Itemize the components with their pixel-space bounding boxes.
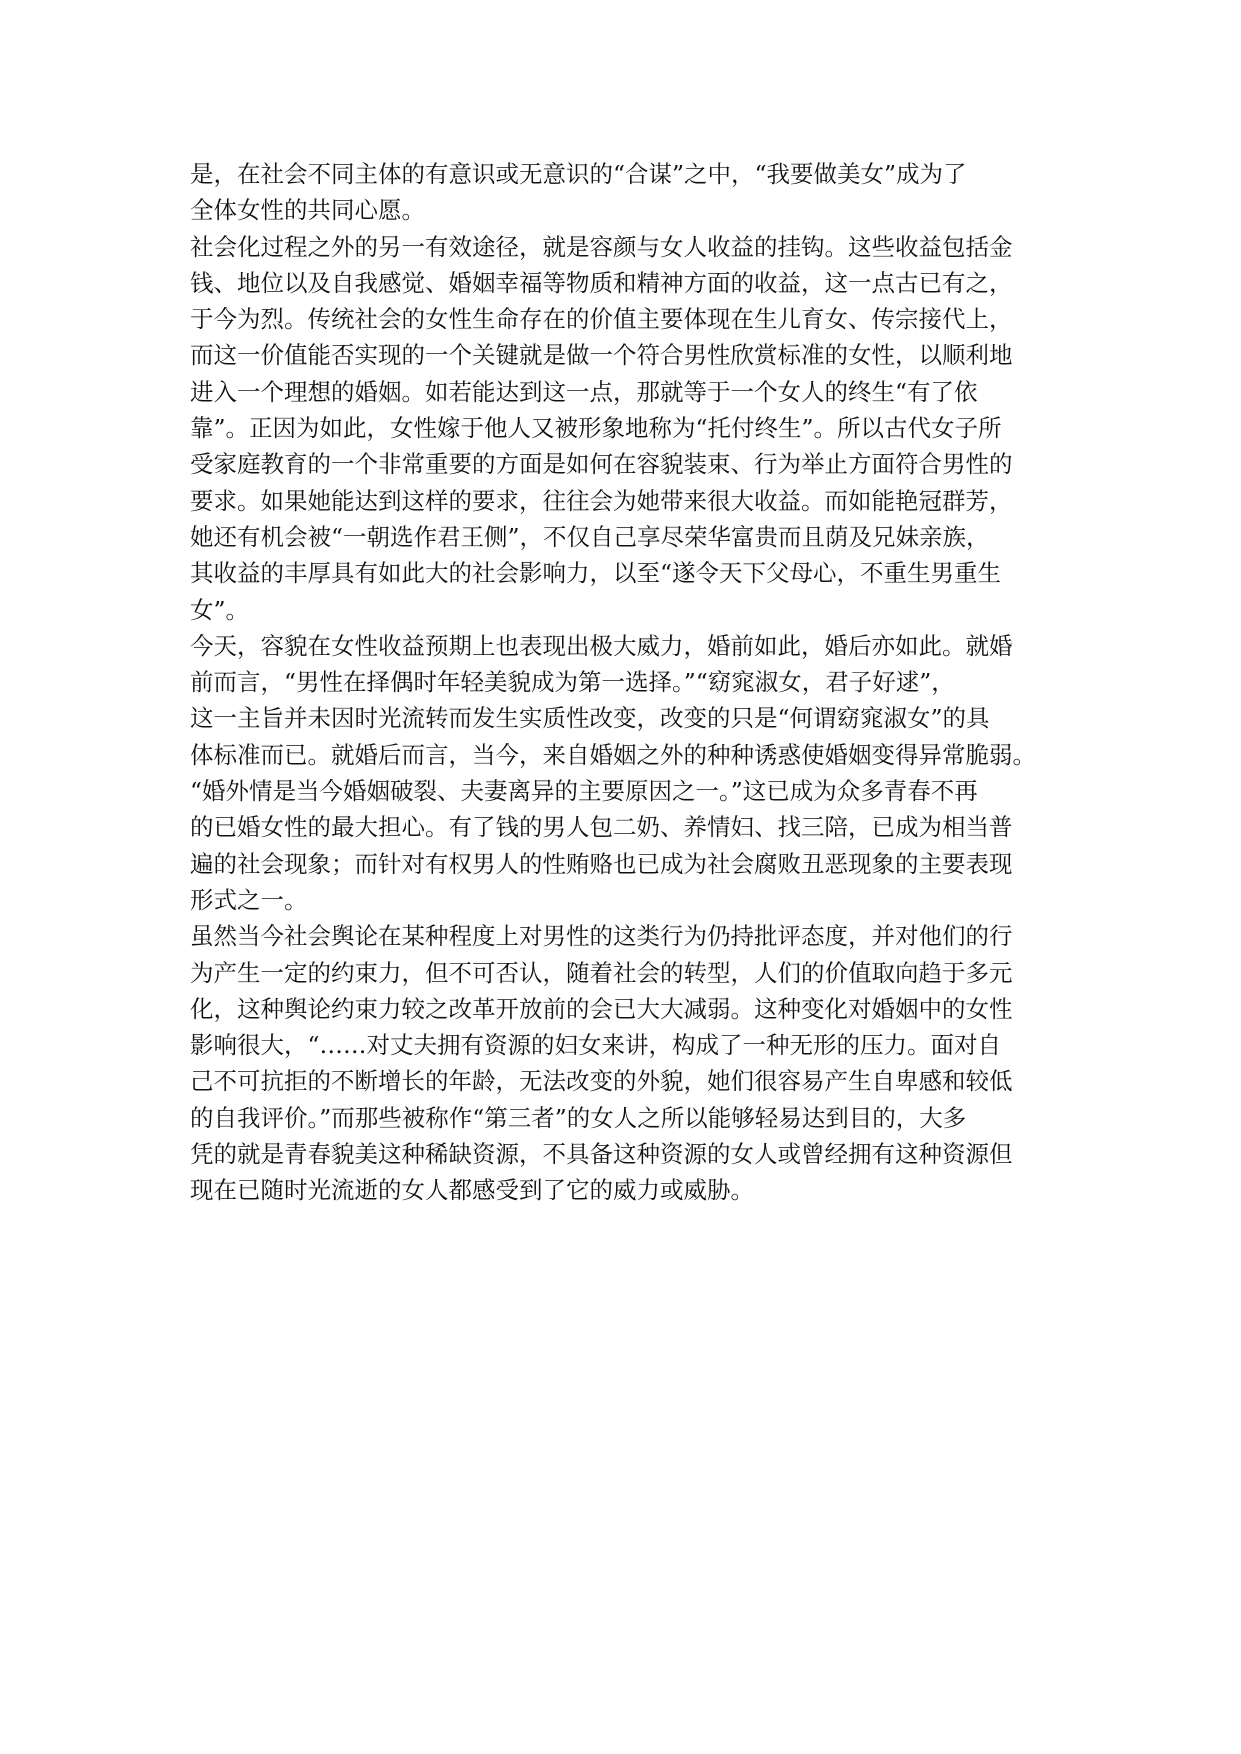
text-line: 遍的社会现象；而针对有权男人的性贿赂也已成为社会腐败丑恶现象的主要表现 [190, 849, 1013, 878]
text-line: 进入一个理想的婚姻。如若能达到这一点，那就等于一个女人的终生“有了依 [190, 377, 978, 406]
text-line: 她还有机会被“一朝选作君王侧”，不仅自己享尽荣华富贵而且荫及兄妹亲族， [190, 522, 990, 551]
text-line: 的已婚女性的最大担心。有了钱的男人包二奶、养情妇、找三陪，已成为相当普 [190, 813, 1013, 842]
text-line: 体标准而已。就婚后而言，当今，来自婚姻之外的种种诱惑使婚姻变得异常脆弱。 [190, 740, 1036, 769]
text-line: 社会化过程之外的另一有效途径，就是容颜与女人收益的挂钩。这些收益包括金 [190, 232, 1013, 261]
text-line: 这一主旨并未因时光流转而发生实质性改变，改变的只是“何谓窈窕淑女”的具 [190, 704, 990, 733]
text-line: 前而言，“男性在择偶时年轻美貌成为第一选择。”“窈窕淑女，君子好逑”， [190, 668, 955, 697]
text-line: “婚外情是当今婚姻破裂、夫妻离异的主要原因之一。”这已成为众多青春不再 [190, 777, 978, 806]
text-line: 今天，容貌在女性收益预期上也表现出极大威力，婚前如此，婚后亦如此。就婚 [190, 631, 1013, 660]
text-line: 钱、地位以及自我感觉、婚姻幸福等物质和精神方面的收益，这一点古已有之， [190, 268, 1013, 297]
text-line: 要求。如果她能达到这样的要求，往往会为她带来很大收益。而如能艳冠群芳， [190, 486, 1013, 515]
text-line: 形式之一。 [190, 885, 308, 914]
text-line: 化，这种舆论约束力较之改革开放前的会已大大减弱。这种变化对婚姻中的女性 [190, 994, 1013, 1023]
text-line: 为产生一定的约束力，但不可否认，随着社会的转型，人们的价值取向趋于多元 [190, 958, 1013, 987]
text-line: 靠”。正因为如此，女性嫁于他人又被形象地称为“托付终生”。所以古代女子所 [190, 414, 1002, 443]
text-line: 凭的就是青春貌美这种稀缺资源，不具备这种资源的女人或曾经拥有这种资源但 [190, 1140, 1013, 1169]
text-line: 于今为烈。传统社会的女性生命存在的价值主要体现在生儿育女、传宗接代上， [190, 305, 1013, 334]
text-line: 影响很大，“……对丈夫拥有资源的妇女来讲，构成了一种无形的压力。面对自 [190, 1031, 1002, 1060]
text-line: 其收益的丰厚具有如此大的社会影响力，以至“遂令天下父母心，不重生男重生 [190, 559, 1002, 588]
text-line: 受家庭教育的一个非常重要的方面是如何在容貌装束、行为举止方面符合男性的 [190, 450, 1013, 479]
text-line: 女”。 [190, 595, 250, 624]
text-line: 而这一价值能否实现的一个关键就是做一个符合男性欣赏标准的女性，以顺利地 [190, 341, 1013, 370]
body-text [190, 156, 1052, 1209]
text-line: 是，在社会不同主体的有意识或无意识的“合谋”之中，“我要做美女”成为了 [190, 160, 967, 188]
text-line: 现在已随时光流逝的女人都感受到了它的威力或威胁。 [190, 1176, 754, 1205]
text-line: 的自我评价。”而那些被称作“第三者”的女人之所以能够轻易达到目的，大多 [190, 1103, 967, 1132]
text-line: 己不可抗拒的不断增长的年龄，无法改变的外貌，她们很容易产生自卑感和较低 [190, 1067, 1013, 1096]
text-line: 虽然当今社会舆论在某种程度上对男性的这类行为仍持批评态度，并对他们的行 [190, 922, 1013, 951]
text-line: 全体女性的共同心愿。 [190, 196, 425, 225]
